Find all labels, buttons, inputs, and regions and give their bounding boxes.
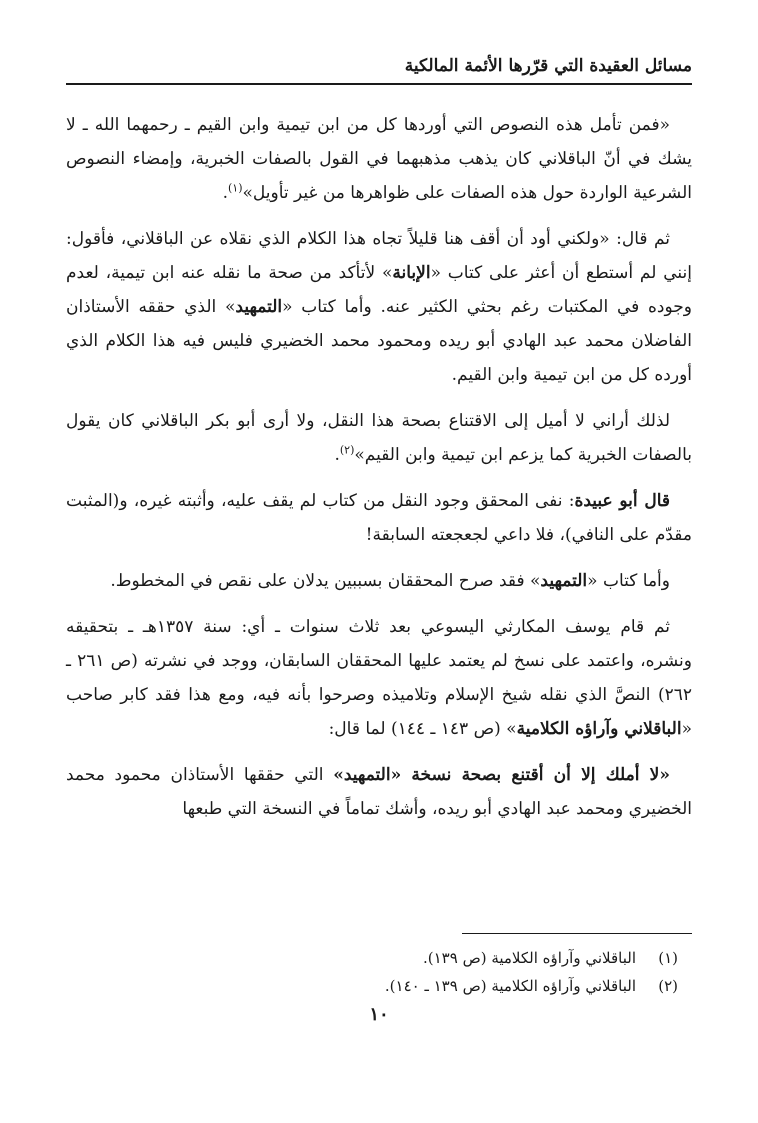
paragraph-1-text: «فمن تأمل هذه النصوص التي أوردها كل من ابن تيمية وابن القيم ـ رحمهما الله ـ لا يشك في أنّ الباقلاني كان يذهب مذهبهما في القول بالصفات الخبرية، وإمضاء النصوص الشرعية الواردة حول هذه الصفات على ظواهرها من غير تأويل»	[66, 115, 692, 203]
footnote-number: (١)	[658, 949, 678, 967]
paragraph-7	[66, 758, 692, 826]
footnote-number: (٢)	[658, 977, 678, 995]
footnote-1	[66, 944, 678, 972]
paragraph-7-text: التي حققها الأستاذان محمود محمد الخضيري ومحمد عبد الهادي أبو ريده، وأشك تماماً في النسخة التي طبعها	[66, 765, 692, 819]
paragraph-6-text-b: » (ص ١٤٣ ـ ١٤٤) لما قال:	[328, 719, 517, 739]
running-head: مسائل العقيدة التي قرّرها الأئمة المالكية	[404, 56, 692, 76]
footnote-text: الباقلاني وآراؤه الكلامية (ص ١٣٩ ـ ١٤٠).	[384, 977, 636, 995]
paragraph-1	[66, 108, 692, 210]
book-title-tamhid-2: التمهيد	[540, 571, 588, 591]
footnote-text: الباقلاني وآراؤه الكلامية (ص ١٣٩).	[423, 949, 636, 967]
footnote-rule	[462, 933, 692, 934]
header-rule	[66, 83, 692, 85]
footnotes	[66, 944, 678, 1000]
paragraph-3-end: .	[334, 445, 340, 465]
paragraph-2-text-a: ثم قال: «ولكني أود أن أقف هنا قليلاً تجاه هذا الكلام الذي نقلاه عن الباقلاني، فأقول: إنني لم أستطع أن أعثر على كتاب «	[66, 229, 693, 283]
footnote-ref-2[interactable]: (٢)	[339, 443, 355, 457]
paragraph-1-end: .	[222, 183, 228, 203]
paragraph-6-text-a: ثم قام يوسف المكارثي اليسوعي بعد ثلاث سنوات ـ أي: سنة ١٣٥٧هـ ـ بتحقيقه ونشره، واعتمد على نسخ لم يعتمد عليها المحققان السابقان، ووجد في نشرته (ص ٢٦١ ـ ٢٦٢) النصَّ الذي نقله شيخ الإسلام وتلاميذه وصرحوا بأنه فيه، ومع هذا فقد كابر صاحب «	[66, 617, 692, 739]
paragraph-5-text-a: وأما كتاب «	[587, 571, 670, 591]
paragraph-2-text-b: » لأتأكد من صحة ما نقله عنه ابن تيمية، لعدم وجوده في المكتبات رغم بحثي الكثير عنه. وأما كتاب «	[66, 263, 692, 317]
book-title-ibana: الإبانة	[392, 263, 431, 283]
paragraph-3-text: لذلك أراني لا أميل إلى الاقتناع بصحة هذا النقل، ولا أرى أبو بكر الباقلاني كان يقول بالصفات الخبرية كما يزعم ابن تيمية وابن القيم»	[66, 411, 692, 465]
paragraph-4-text: : نفى المحقق وجود النقل من كتاب لم يقف عليه، وأثبته غيره، و(المثبت مقدّم على النافي)، فلا داعي لجعجعته السابقة!	[66, 491, 692, 545]
paragraph-5-text-b: » فقد صرح المحققان بسببين يدلان على نقص في المخطوط.	[110, 571, 541, 591]
footnote-2	[66, 972, 678, 1000]
paragraph-4	[66, 484, 692, 552]
paragraph-3	[66, 404, 692, 472]
page-number: ١٠	[369, 1004, 389, 1025]
paragraph-5	[66, 564, 692, 598]
author-comment-label: قال أبو عبيدة	[574, 491, 670, 511]
footnote-ref-1[interactable]: (١)	[228, 181, 243, 195]
quoted-statement: «لا أملك إلا أن أقتنع بصحة نسخة «التمهيد»	[333, 765, 670, 785]
paragraph-6	[66, 610, 692, 746]
book-title-baqillani: الباقلاني وآراؤه الكلامية	[516, 719, 682, 739]
paragraph-2-text-c: » الذي حققه الأستاذان الفاضلان محمد عبد الهادي أبو ريده ومحمود محمد الخضيري فليس فيه هذا الكلام الذي أورده كل من ابن تيمية وابن القيم.	[66, 297, 692, 385]
paragraph-2	[66, 222, 692, 392]
main-text	[66, 108, 692, 838]
book-title-tamhid: التمهيد	[235, 297, 283, 317]
